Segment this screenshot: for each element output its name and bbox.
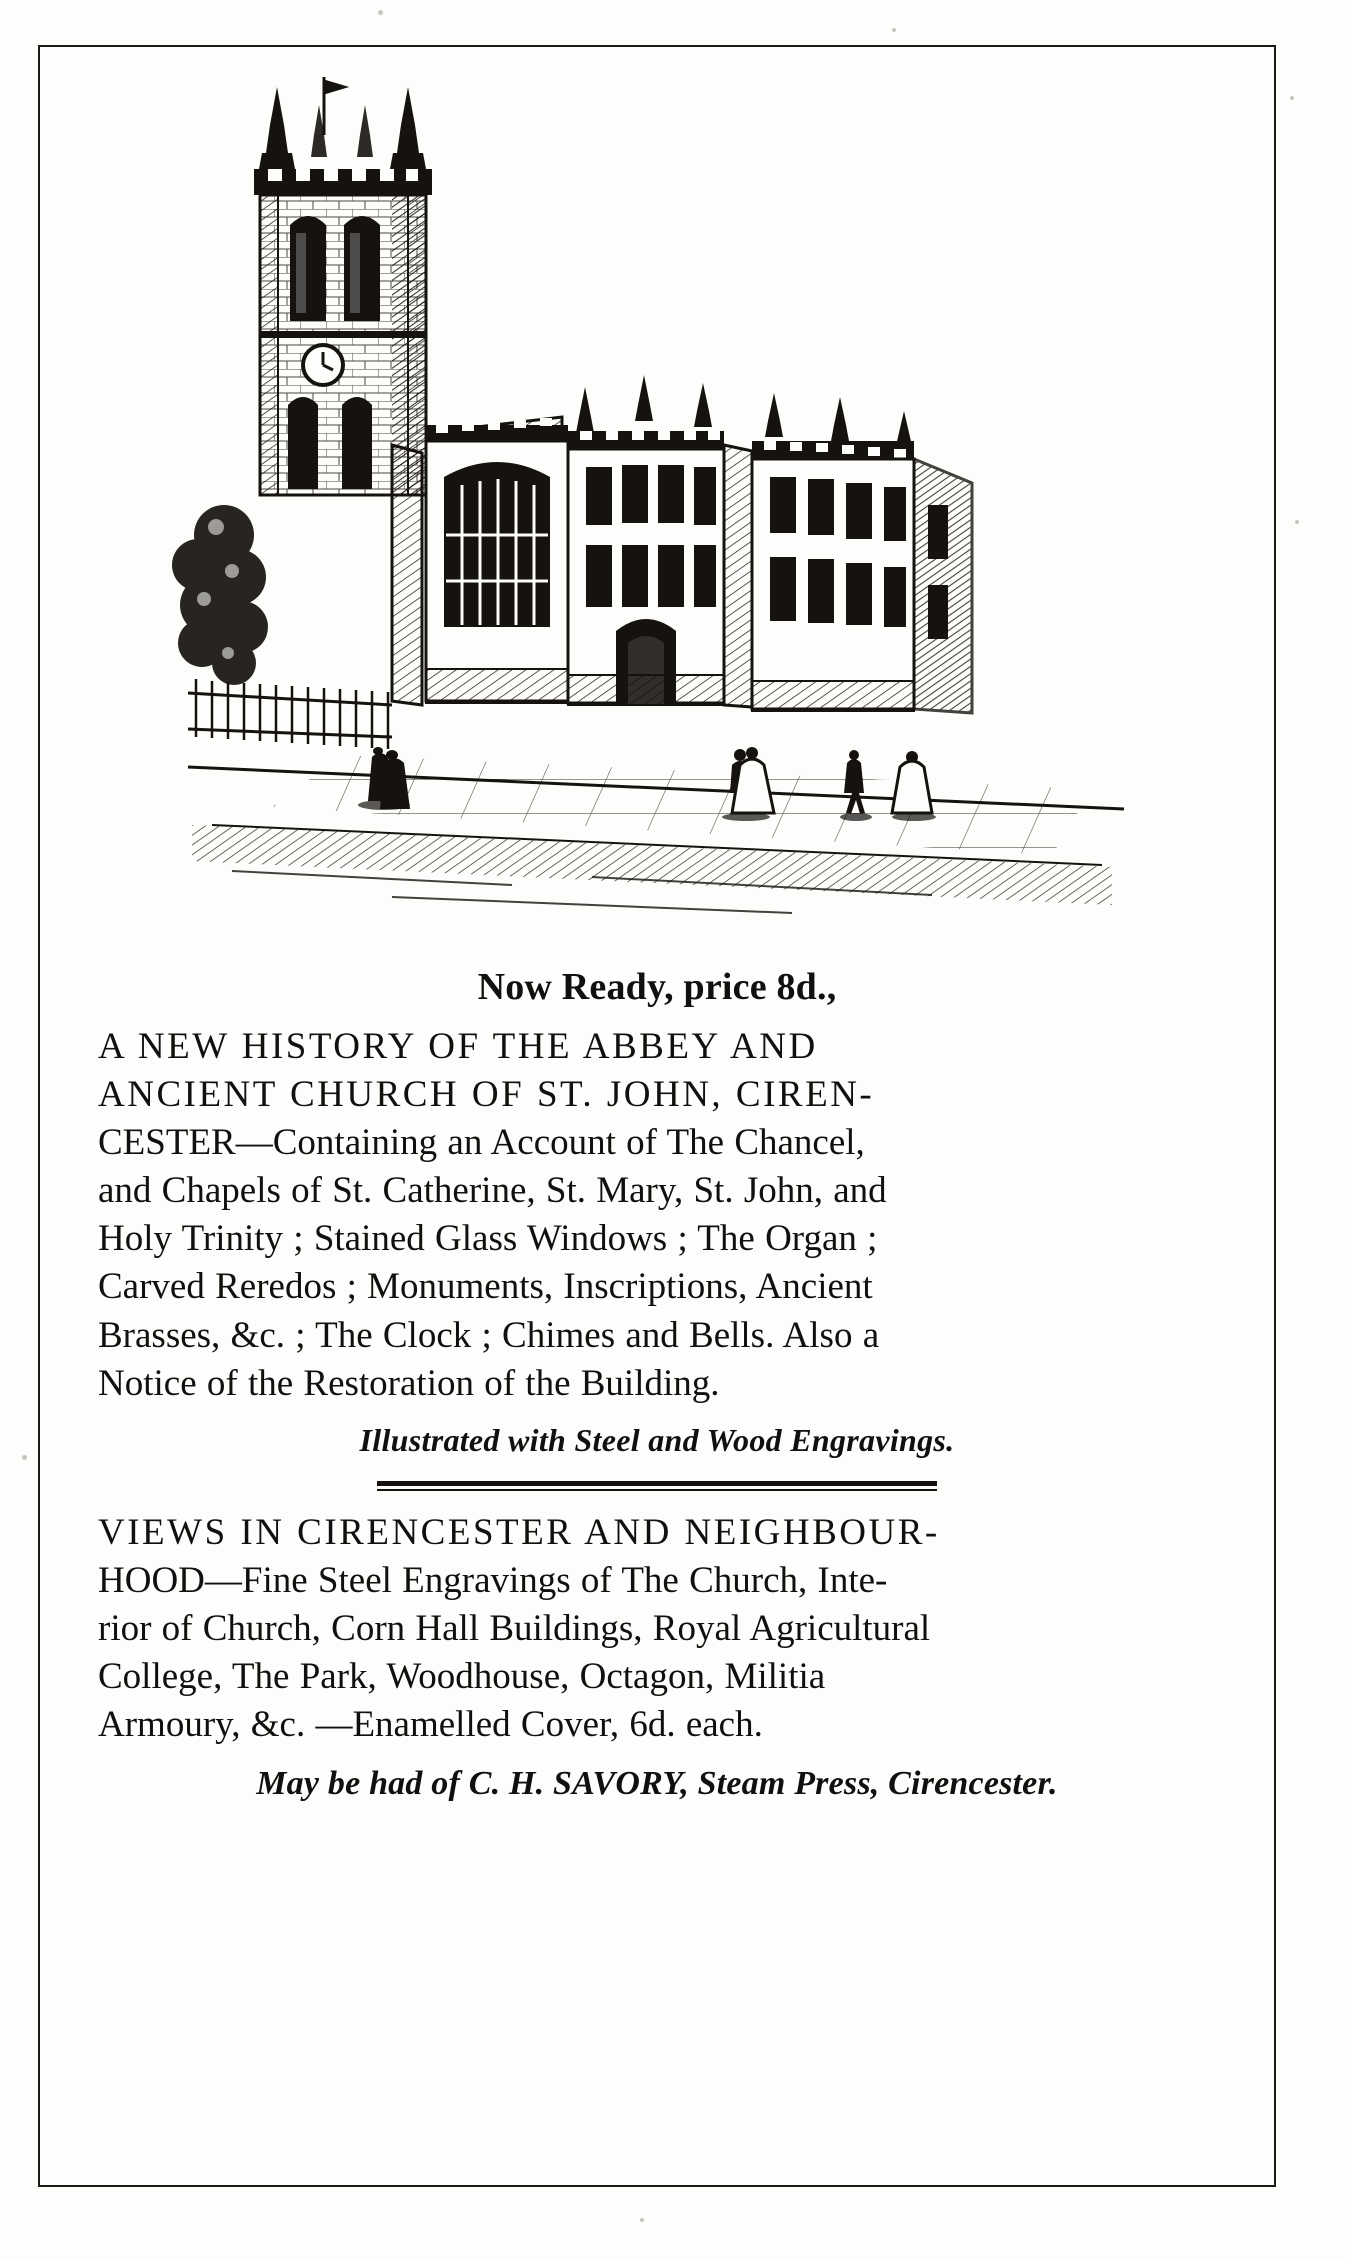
ad-two-line-2: HOOD—Fine Steel Engravings of The Church, Inte- <box>98 1559 888 1601</box>
church-engraving <box>92 65 1222 945</box>
ad-one-line-6: Carved Reredos ; Monuments, Inscriptions, Ancient <box>98 1266 873 1308</box>
ad-one-line-5: Holy Trinity ; Stained Glass Windows ; The Organ ; <box>98 1218 878 1260</box>
ad-one-line-8: Notice of the Restoration of the Building. <box>98 1362 720 1404</box>
ad-one-line-7: Brasses, &c. ; The Clock ; Chimes and Bells. Also a <box>98 1314 880 1356</box>
ad-one-line-1: A NEW HISTORY OF THE ABBEY AND <box>98 1026 818 1067</box>
ad-two-line-3: rior of Church, Corn Hall Buildings, Royal Agricultural <box>98 1607 931 1649</box>
publisher-imprint: May be had of C. H. SAVORY, Steam Press, Cirencester. <box>256 1765 1058 1803</box>
ad-one-paragraph <box>92 1023 1222 1408</box>
ad-one-line-3: CESTER—Containing an Account of The Chancel, <box>98 1122 865 1164</box>
ad-two-paragraph <box>92 1509 1222 1749</box>
ad-one-line-2: ANCIENT CHURCH OF ST. JOHN, CIREN- <box>98 1074 875 1116</box>
ad-two-line-1: VIEWS IN CIRENCESTER AND NEIGHBOUR- <box>98 1511 940 1553</box>
section-divider-rule <box>377 1481 937 1491</box>
ad-one-headline: Now Ready, price 8d., <box>477 966 837 1008</box>
ad-one-illustration-note: Illustrated with Steel and Wood Engravings. <box>359 1421 955 1458</box>
advertisement-border <box>38 45 1276 2187</box>
ad-two-line-4: College, The Park, Woodhouse, Octagon, Militia <box>98 1656 826 1698</box>
ad-one-line-4: and Chapels of St. Catherine, St. Mary, St. John, and <box>98 1170 887 1212</box>
ad-two-line-5: Armoury, &c. —Enamelled Cover, 6d. each. <box>98 1704 763 1746</box>
